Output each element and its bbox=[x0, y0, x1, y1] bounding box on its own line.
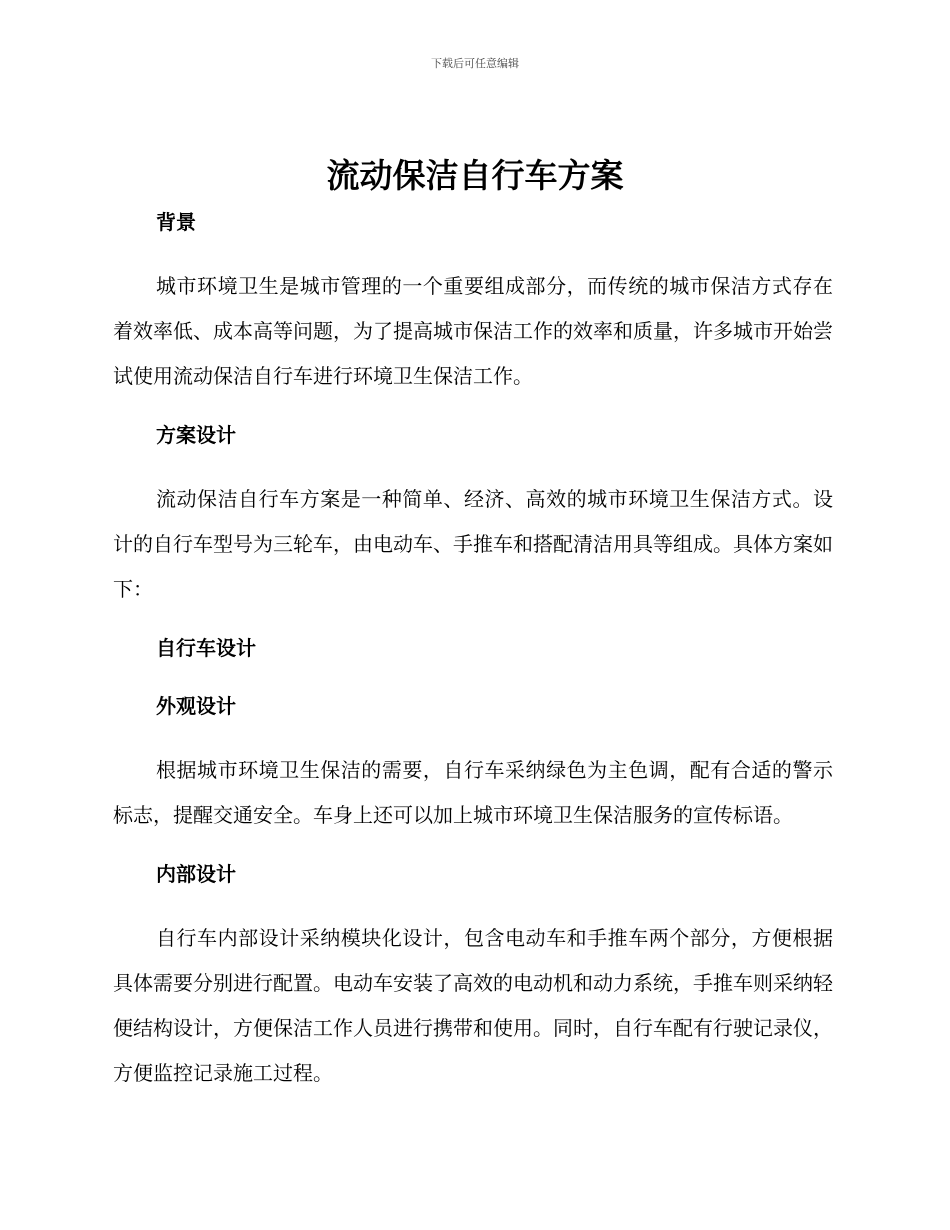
section-paragraph-interior-design: 自行车内部设计采纳模块化设计，包含电动车和手推车两个部分，方便根据具体需要分别进行配置。电动车安装了高效的电动机和动力系统，手推车则采纳轻便结构设计，方便保洁工作人员进行携带和使用。同时，自行车配有行驶记录仪，方便监控记录施工过程。 bbox=[113, 926, 833, 1085]
section-heading-bicycle-design: 自行车设计 bbox=[156, 636, 256, 660]
section-paragraph-appearance-design: 根据城市环境卫生保洁的需要，自行车采纳绿色为主色调，配有合适的警示标志，提醒交通安全。车身上还可以加上城市环境卫生保洁服务的宣传标语。 bbox=[113, 758, 833, 827]
section-paragraph-plan-design: 流动保洁自行车方案是一种简单、经济、高效的城市环境卫生保洁方式。设计的自行车型号为三轮车，由电动车、手推车和搭配清洁用具等组成。具体方案如下： bbox=[113, 487, 833, 601]
document-title: 流动保洁自行车方案 bbox=[326, 156, 624, 195]
section-heading-appearance-design: 外观设计 bbox=[156, 694, 236, 718]
document-body bbox=[113, 206, 833, 1096]
section-heading-plan-design: 方案设计 bbox=[156, 423, 236, 447]
section-heading-interior-design: 内部设计 bbox=[156, 862, 236, 886]
section-heading-background: 背景 bbox=[156, 210, 196, 234]
section-paragraph-background: 城市环境卫生是城市管理的一个重要组成部分，而传统的城市保洁方式存在着效率低、成本高等问题，为了提高城市保洁工作的效率和质量，许多城市开始尝试使用流动保洁自行车进行环境卫生保洁工作。 bbox=[113, 274, 833, 388]
header-note: 下载后可任意编辑 bbox=[431, 57, 519, 70]
